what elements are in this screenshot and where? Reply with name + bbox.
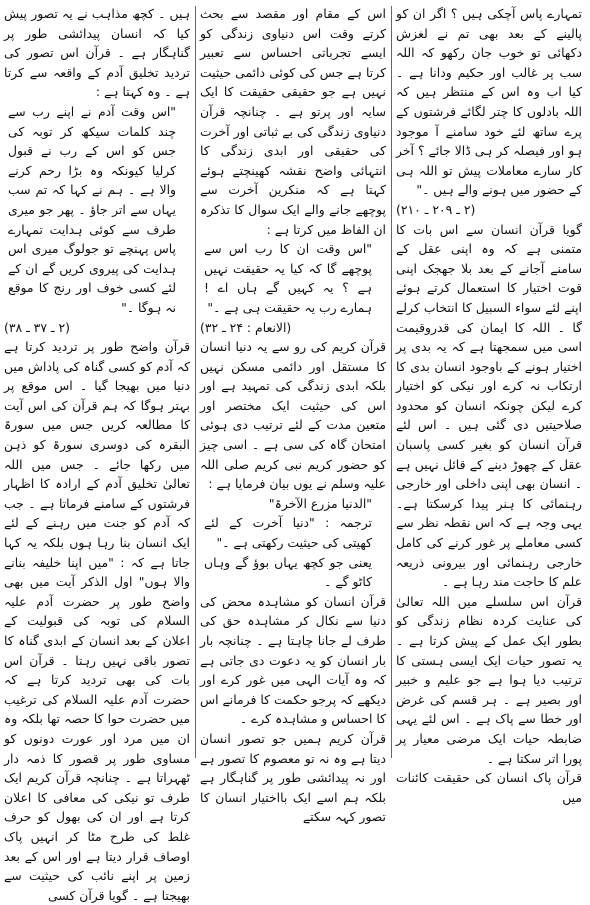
paragraph: گویا قرآن انسان سے اس بات کا متمنی ہے کہ وہ اپنی عقل کے سامنے آجانے کے بعد بلا جھجک اپنی قوت اختیار کا استعمال کرتے ہوئے اپنے لئے سواء السبیل کا انتخاب کرلے گا ۔ اللہ کا ایمان کی قدروقیمت اسی میں سمجھتا ہے کہ یہ بدی پر اختیار ہونے کے باوجود انسان بدی کا ارتکاب نہ کرے اور نیکی کو اختیار کرے لیکن چونکہ انسان کو محدود صلاحیتیں دی گئی ہیں ۔ اس لئے قرآن انسان کو بغیر کسی پاسبان عقل کے چھوڑ دینے کے قائل نہیں ہے ۔ انسان بھی اپنی داخلی اور خارجی رہنمائی کا ہنر پیدا کرسکتا ہے۔ یہی وجہ ہے کہ اس نقطہ نظر سے کسی معاملے پر غور کرنے کی کامل خارجی رہنمائی اور بیرونی ذریعہ علم کا حاجت مند رہا ہے ۔ xyxy=(396,221,582,590)
text-column-right xyxy=(396,4,582,805)
quotation: "اس وقت ان کا رب اس سے پوچھے گا کہ کیا یہ حقیقت نہیں ہے ؟ یہ کہیں گے ہاں اے ! ہمارے رب یہ حقیقت ہی ہے ۔" xyxy=(204,241,372,315)
verse-reference: (۲ ـ ۲۰۹ ـ ۲۱۰) xyxy=(396,201,476,217)
verse-reference: (الانعام : ۲۴ ـ ۳۲) xyxy=(200,319,292,335)
paragraph: قرآن انسان کو مشاہدہ محض کی دنیا سے نکال کر مشاہدہ حق کی طرف لے جانا چاہتا ہے ۔ چنانچہ بار بار انسان کو یہ دعوت دی جاتی ہے کہ وہ آیات الہی میں غور کرے اور دیکھے کہ پرجو حکمت کا فرمانے اس کا احساس و مشاہدہ کرے ۔ xyxy=(200,593,386,727)
paragraph: قرآن کریم کی رو سے یہ دنیا انسان کا مستقل اور دائمی مسکن نہیں بلکہ ابدی زندگی کی تمہید ہے اور اس کی حیثیت ایک مختصر اور متعین مدت کے لئے ترتیب دی ہوئی امتحان گاہ کی سی ہے ۔ اسی چیز کو حضور کریم نبی کریم صلی اللہ علیہ وسلم نے یوں بیان فرمایا ہے : xyxy=(200,339,386,492)
verse-reference: (۲ ـ ۳۷ ـ ۳۸) xyxy=(4,319,70,335)
column-divider xyxy=(195,6,196,758)
text-column-left xyxy=(4,4,190,903)
paragraph: ہیں ۔ کچھ مذاہب نے یہ تصور پیش کیا کہ انسان پیدائشی طور پر گناہگار ہے ۔ قرآن اس تصور کی تردید تخلیق آدم کے واقعہ سے کرتا ہے ۔ وہ کہتا ہے : xyxy=(4,6,190,100)
paragraph: قرآن پاک انسان کی حقیقت کائنات میں xyxy=(396,770,582,805)
paragraph: تمہارے پاس آچکی ہیں ؟ اگر ان کو پالینے کے بعد بھی تم نے لغزش دکھائی تو خوب جان رکھو کہ اللہ سب پر غالب اور حکیم ودانا ہے ۔ کیا اب وہ اس کے منتظر ہیں کہ اللہ بادلوں کا چتر لگائے فرشتوں کے پرے ساتھ لئے خود سامنے آ موجود ہو اور فیصلہ کر ہی ڈالا جائے ؟ آخر کار سارے معاملات پیش تو اللہ ہی کے حضور میں ہونے والے ہیں ۔" xyxy=(396,6,582,198)
paragraph: قرآن اس سلسلے میں اللہ تعالیٰ کی عنایت کردہ نظام زندگی کو بطور ایک عمل کے پیش کرتا ہے ۔ یہ تصور حیات ایک ایسی ہستی کا ترتیب دیا ہوا ہے جو علیم و خبیر اور بصیر ہے ۔ ہر قسم کی غرض اور خطا سے پاک ہے ۔ اس لئے یہی ضابطہ حیات ایک مرضی معیار پر پورا اتر سکتا ہے ۔ xyxy=(396,593,582,766)
quotation: یعنی جو کچھ یہاں بوؤ گے وہاں کاٹو گے ۔ xyxy=(204,554,372,590)
paragraph: قرآن واضح طور پر تردید کرتا ہے کہ آدم کو کسی گناہ کی پاداش میں دنیا میں بھیجا گیا ۔ اس موقع پر بہتر ہوگا کہ ہم قرآن کی اس آیت کا مطالعہ کریں جس میں سورۃ البقرہ کی دوسری سورۃ کو ذہن میں رکھا جائے ۔ جس میں اللہ تعالیٰ تخلیق آدم کے ارادہ کا اظہار فرشتوں کے سامنے فرماتا ہے ۔ جب کہ آدم کو جنت میں رہنے کے لئے ایک انسان بنا رہا ہوں بلکہ یہ کہا جاتا ہے کہ : "میں اپنا خلیفہ بنانے والا ہوں" اول الذکر آیت میں بھی واضح طور پر حضرت آدم علیہ السلام کی توبہ کی قبولیت کے اعلان کے بعد انسان کے ابدی گناہ کا تصور باقی نہیں رہتا ۔ قرآن اس بات کی بھی تردید کرتا ہے کہ حضرت آدم علیہ السلام کی ترغیب میں حضرت حوا کا حصہ تھا بلکہ وہ ان میں مرد اور عورت دونوں کو مساوی طور پر قصور کا ذمہ دار ٹھہراتا ہے ۔ چنانچہ قرآن کریم ایک طرف تو نیکی کی معافی کا اعلان کرتا ہے اور ان کی بھول کو حرف غلط کی طرح مٹا کر انہیں پاک اوصاف قرار دیتا ہے اور اس کے بعد زمین پر اپنے نائب کی حیثیت سے بھیجتا ہے ۔ گویا قرآن کسی xyxy=(4,339,190,903)
column-divider xyxy=(391,6,392,758)
quotation: "الدنیا مزرع الآخرۃ" xyxy=(268,495,372,511)
text-column-middle xyxy=(200,4,386,825)
paragraph: اس کے مقام اور مقصد سے بحث کرتے وقت اس دنیاوی زندگی کو ایسے تجرباتی احساس سے تعبیر کرتا ہے جس کی کوئی دائمی حیثیت نہیں ہے جو حقیقی حقیقت کا ایک سایہ اور پرتو ہے ۔ چنانچہ قرآن دنیاوی زندگی کی بے ثباتی اور آخرت کی حقیقی اور ابدی زندگی کا انتہائی واضح نقشہ کھینچتے ہوئے کہتا ہے کہ منکرین آخرت سے پوچھے جانے والے ایک سوال کا تذکرہ ان الفاظ میں کرتا ہے : xyxy=(200,6,386,237)
quotation: ترجمہ : "دنیا آخرت کے لئے کھیتی کی حیثیت رکھتی ہے ۔" xyxy=(204,515,372,551)
quotation: "اس وقت آدم نے اپنے رب سے چند کلمات سیکھ کر توبہ کی جس کو اس کے رب نے قبول کرلیا کیونکہ وہ بڑا رحم کرنے والا ہے ۔ ہم نے کہا کہ تم سب یہاں سے اتر جاؤ ۔ پھر جو میری طرف سے کوئی ہدایت تمہارے پاس پہنچے تو جولوگ میری اس ہدایت کی پیروی کریں گے ان کے لئے کسی خوف اور رنج کا موقع نہ ہوگا ۔" xyxy=(8,103,176,315)
paragraph: قرآن کریم ہمیں جو تصور انسان دیتا ہے وہ نہ تو معصوم کا تصور ہے اور نہ پیدائشی طور پر گناہگار ہے بلکہ ہم اسے ایک بااختیار انسان کا تصور کہہ سکتے xyxy=(200,730,386,825)
